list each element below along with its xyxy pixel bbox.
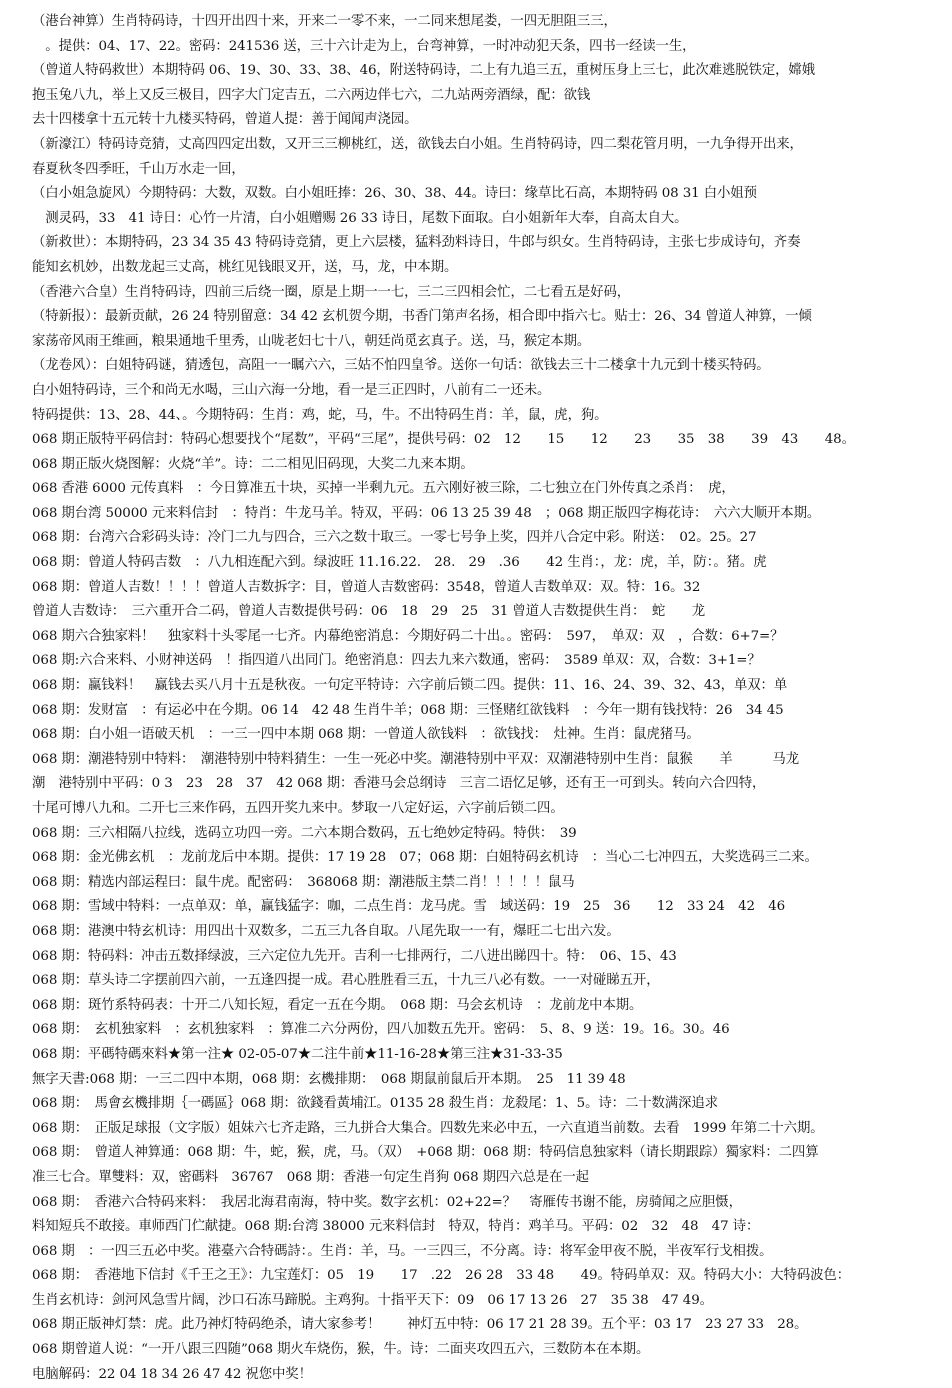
text-line: （龙卷风）：白姐特码谜，猜透包，高阻一一瞩六六，三姑不怕四皇爷。送你一句话：欲钱去三十二楼拿十九元到十楼买特码。 [32, 358, 770, 374]
text-line: 068 期台湾 50000 元来料信封 ：特肖：牛龙马羊。特双，平码：06 13 25 39 48 ；068 期正版四字梅花诗： 六六大顺开本期。 [32, 505, 821, 521]
text-line: 春夏秋冬四季旺，千山万水走一回， [32, 161, 245, 177]
text-line: 潮 港特别中平码：0 3 23 28 37 42 068 期：香港马会总纲诗 三言二语忆足够，还有王一可到头。转向六合四特， [32, 776, 766, 792]
text-line: 料知短兵不敢接。車师西门伫献捷。068 期:台湾 38000 元来料信封 特双，特肖：鸡羊马。平码：02 32 48 47 诗： [32, 1219, 760, 1235]
text-line: 家荡帝风雨王维画，粮果通地千里秀，山咙老妇七十八，朝廷尚觅玄真子。送，马，猴定本期。 [32, 333, 591, 349]
text-line: 068 期：曾道人吉数！！！！曾道人吉数拆字：目，曾道人吉数密码：3548，曾道人吉数单双：双。特：16。32 [32, 579, 701, 595]
text-line: 电脑解码：22 04 18 34 26 47 42 祝您中奖！ [32, 1366, 312, 1382]
text-line: 068 期： 正版足球报（文字版）姐妹六七齐走路，三九拼合大集合。四数先来必中五，一六直逍当前数。去看 1999 年第二十六期。 [32, 1120, 824, 1136]
text-line: 068 期：潮港特别中特料： 潮港特别中特料猜生：一生一死必中奖。潮港特别中平双：双潮港特别中生肖：鼠猴 羊 马龙 [32, 751, 799, 767]
text-line: （白小姐急旋风）今期特码：大数，双数。白小姐旺捧：26、30、38、44。诗曰：缘草比石高，本期特码 08 31 白小姐预 [32, 186, 757, 202]
text-line: 068 期： 曾道人神算通：068 期：牛，蛇，猴，虎，马。（双） +068 期：068 期：特码信息独家料（请长期跟踪）獨家料：二四算 [32, 1145, 819, 1161]
text-line: 068 期 ：一四三五必中奖。港臺六合特碼詩：。生肖：羊，马。一三四三，不分离。诗：将军金甲夜不脱，半夜军行戈相拨。 [32, 1243, 773, 1259]
text-line: 068 期:六合来料、小财神送码 ！指四道八出同门。绝密消息：四去九来六数通，密码： 3589 单双：双，合数：3+1=？ [32, 653, 761, 669]
text-line: 068 期： 馬會玄機排期｛一碼區｝068 期：欲錢看黃埔江。0135 28 殺生肖：龙殺尾：1、5。诗：二十数满深追求 [32, 1096, 719, 1112]
text-line: 抱玉兔八九，举上又反三极目，四字大门定吉五，二六两边伴七六，二九站两旁酒绿，配：欲钱 [32, 87, 591, 103]
text-line: 068 期：精选内部运程曰：鼠牛虎。配密码： 368068 期：潮港版主禁二肖！！！！！鼠马 [32, 874, 575, 890]
text-line: 068 期：金光佛玄机 ：龙前龙后中本期。提供：17 19 28 07；068 期：白姐特码玄机诗 ：当心二七冲四五，大奖选码三二来。 [32, 850, 818, 866]
text-line: 068 期：台湾六合彩码头诗：冷门二九与四合，三六之数十取三。一零七号争上奖，四并八合定中彩。附送： 02。25。27 [32, 530, 757, 546]
text-line: 無字天書:068 期：一三二四中本期，068 期：玄機排期： 068 期鼠前鼠后开本期。 25 11 39 48 [32, 1071, 626, 1087]
text-line: （香港六合皇）生肖特码诗，四前三后绕一圈，原是上期一一七，三二三四相会忙，二七看五是好码， [32, 284, 631, 300]
text-line: 068 期：发财富 ：有运必中在今期。06 14 42 48 生肖牛羊；068 期：三怪赌红欲钱料 ：今年一期有钱找特：26 34 45 [32, 702, 784, 718]
text-line: 068 期正版特平码信封：特码心想要找个“尾数”，平码“三尾”，提供号码：02 12 15 12 23 35 38 39 43 48。 [32, 432, 855, 448]
text-line: 068 期：港澳中特玄机诗：用四出十双数多，二五三九各自取。八尾先取一一有，爆旺二七出六发。 [32, 923, 620, 939]
text-line: 068 期： 香港地下信封《千王之王》：九宝莲灯：05 19 17 .22 26 28 33 48 49。特码单双：双。特码大小：大特码波色： [32, 1268, 850, 1284]
text-line: 准三七合。單雙料：双，密碼料 36767 068 期：香港一句定生肖狗 068 期四六总是在一起 [32, 1169, 589, 1185]
text-line: 068 香港 6000 元传真料 ：今日算准五十块，买掉一半剩九元。五六刚好被三除，二七独立在门外传真之杀肖： 虎， [32, 481, 735, 497]
text-line: 068 期：曾道人特码吉数 ：八九相连配六到。绿波旺 11.16.22. 28. 29 .36 42 生肖：，龙：虎，羊，防：。猪。虎 [32, 555, 767, 571]
text-line: 068 期： 香港六合特码来料： 我居北海君南海，特中奖。数字玄机：02+22=？ 寄雁传书谢不能，房骑闻之应胆慑， [32, 1194, 742, 1210]
text-line: （曾道人特码救世）本期特码 06、19、30、33、38、46，附送特码诗，二上有九追三五，重树压身上三七，此次难逃脱铁定，嫦娥 [32, 63, 816, 79]
text-line: 068 期：平碼特碼來料★第一注★ 02-05-07★二注牛前★11-16-28★第三注★31-33-35 [32, 1046, 563, 1062]
text-line: （特新报）：最新贡献，26 24 特别留意：34 42 玄机贺今期，书香门第声名扬，相合即中指六七。贴士：26、34 曾道人神算，一倾 [32, 309, 812, 325]
text-line: 068 期：赢钱料！ 赢钱去买八月十五是秋夜。一句定平特诗：六字前后锁二四。提供：11、16、24、39、32、43，单双：单 [32, 678, 788, 694]
text-line: 068 期： 玄机独家料 ：玄机独家料 ：算准二六分两份，四八加数五先开。密码： 5、8、9 送：19。16。30。46 [32, 1022, 730, 1038]
text-line: （港台神算）生肖特码诗，十四开出四十来，开来二一零不来，一二同来想尾娄，一四无胆阻三三， [32, 14, 617, 29]
text-line: 。提供：04、17、22。密码：241536 送，三十六计走为上，台弯神算，一时冲动犯天条，四书一经读一生， [32, 38, 696, 54]
text-line: 068 期：白小姐一语破天机 ：一三一四中本期 068 期：一曾道人欲钱料 ：欲钱找： 灶神。生肖：鼠虎猪马。 [32, 727, 700, 743]
text-line: 068 期：特码料：冲击五数择绿波，三六定位九先开。吉利一七排两行，二八进出睇四十。特： 06、15、43 [32, 948, 677, 964]
text-line: 068 期曾道人说：“一开八跟三四随”068 期火车烧伤，猴，牛。诗：二面夹攻四五六，三数防本在本期。 [32, 1342, 650, 1358]
text-line: 068 期：斑竹系特码表：十开二八知长短，看定一五在今期。 068 期：马会玄机诗 ：龙前龙中本期。 [32, 997, 643, 1013]
text-line: 068 期正版火烧图解：火烧“羊”。诗：二二相见旧码现，大奖二九来本期。 [32, 456, 474, 472]
text-line: 白小姐特码诗，三个和尚无水喝，三山六海一分地，看一是三正四时，八前有二一还未。 [32, 382, 551, 398]
text-line: （新濠江）特码诗竞猜，丈高四四定出数，又开三三柳桃红，送，欲钱去白小姐。生肖特码诗，四二梨花管月明，一九争得开出来， [32, 136, 803, 152]
text-line: 十尾可博八九和。二开七三来作码，五四开奖九来中。梦取一八定好运，六字前后锁二四。 [32, 801, 564, 816]
text-line: 068 期：三六相隔八拉线，选码立功四一旁。二六本期合数码，五七绝妙定特码。特供： 39 [32, 825, 577, 841]
text-line: 068 期：雪域中特料：一点单双：单，赢钱猛字：咖，二点生肖：龙马虎。雪 域送码：19 25 36 12 33 24 42 46 [32, 899, 786, 915]
text-line: 特码提供：13、28、44、。今期特码：生肖：鸡，蛇，马，牛。不出特码生肖：羊，鼠，虎，狗。 [32, 407, 608, 423]
text-line: 生肖玄机诗：剑河风急雪片阔，沙口石冻马蹄脱。主鸡狗。十指平天下：09 06 17 13 26 27 35 38 47 49。 [32, 1292, 713, 1308]
text-line: 068 期：草头诗二字摆前四六前，一五逢四提一成。君心胜胜看三五，十九三八必有数。一一对碰睇五开， [32, 973, 660, 989]
text-line: 068 期正版神灯禁：虎。此乃神灯特码绝杀，请大家参考！ 神灯五中特：06 17 21 28 39。五个平：03 17 23 27 33 28。 [32, 1317, 808, 1333]
text-line: 曾道人吉数诗： 三六重开合二码，曾道人吉数提供号码：06 18 29 25 31 曾道人吉数提供生肖： 蛇 龙 [32, 604, 706, 620]
text-line: 去十四楼拿十五元转十九楼买特码，曾道人提：善于闻闻声浇园。 [32, 112, 418, 128]
text-line: 能知玄机妙，出数龙起三丈高，桃红见钱眼叉开，送，马，龙，中本期。 [32, 259, 458, 275]
text-line: 068 期六合独家料！ 独家料十头零尾一七齐。内幕绝密消息：今期好码二十出。。密码： 597， 单双：双 ，合数：6+7=？ [32, 628, 784, 644]
text-line: （新救世）：本期特码，23 34 35 43 特码诗竞猜，更上六层楼，猛料劲料诗日，牛郎与织女。生肖特码诗，主张七步成诗句，齐奏 [32, 235, 801, 251]
text-line: 测灵码，33 41 诗日：心竹一片清，白小姐赠赐 26 33 诗日，尾数下面取。白小姐新年大奉，自高太自大。 [32, 210, 688, 226]
